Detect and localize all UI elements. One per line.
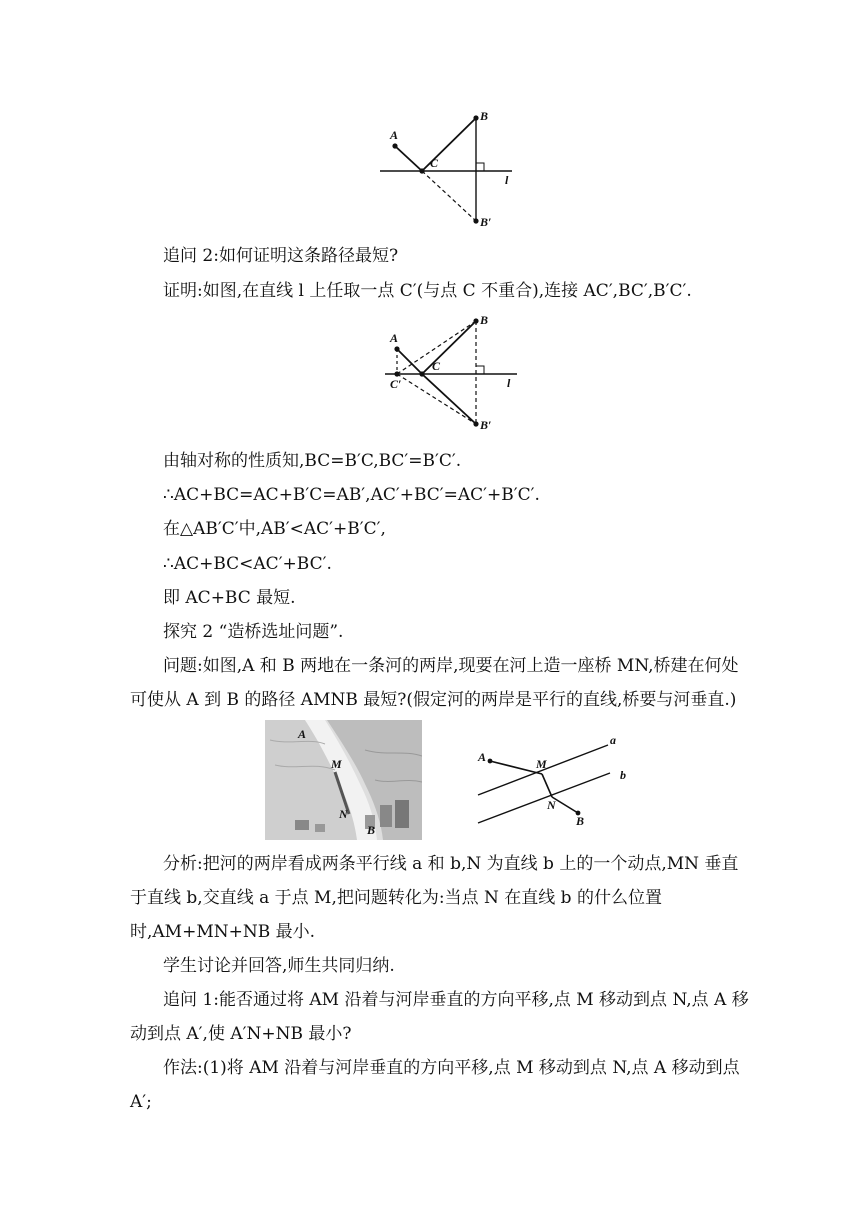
label-a: A: [390, 128, 399, 142]
segment-ac: [397, 349, 422, 374]
segment-nb: [552, 797, 578, 813]
river-bridge-photo: [265, 720, 422, 840]
point-bp: [473, 218, 478, 223]
label-cp: C′: [390, 377, 402, 391]
analysis-line-3: 时,AM+MN+NB 最小.: [130, 922, 316, 942]
photo-label-a: A: [298, 727, 307, 741]
problem-line-1: 问题:如图,A 和 B 两地在一条河的两岸,现要在河上造一座桥 MN,桥建在何处: [163, 656, 739, 676]
segment-ac: [395, 146, 422, 171]
problem-line-2: 可使从 A 到 B 的路径 AMNB 最短?(假定河的两岸是平行的直线,桥要与河垂直.): [130, 690, 737, 710]
label-line-b: b: [620, 768, 626, 782]
proof-line-5: 即 AC+BC 最短.: [163, 588, 296, 608]
label-m: M: [536, 757, 547, 771]
method-line-2: A′;: [130, 1092, 152, 1112]
point-a: [392, 143, 397, 148]
label-line-a: a: [610, 733, 616, 747]
point-b: [473, 318, 478, 323]
label-b: B: [480, 109, 489, 123]
figure-proof: [375, 308, 535, 433]
segment-cpbp: [397, 374, 476, 424]
explore-2-title: 探究 2 “造桥选址问题”.: [163, 622, 344, 642]
point-bp: [473, 421, 478, 426]
segment-cbp: [422, 171, 476, 221]
label-l: l: [505, 173, 509, 187]
point-a: [394, 346, 399, 351]
point-c: [419, 168, 424, 173]
proof-line-2: ∴AC+BC=AC+B′C=AB′,AC′+BC′=AC′+B′C′.: [163, 485, 540, 505]
proof-line-1: 由轴对称的性质知,BC=B′C,BC′=B′C′.: [163, 451, 462, 471]
label-a: A: [390, 331, 399, 345]
label-bp: B′: [480, 418, 492, 432]
photo-label-n: N: [339, 807, 348, 821]
label-bp: B′: [480, 215, 492, 229]
follow-up-question-1-line-1: 追问 1:能否通过将 AM 沿着与河岸垂直的方向平移,点 M 移动到点 N,点 A 移: [163, 990, 749, 1010]
point-a: [488, 759, 493, 764]
segment-mn: [542, 774, 552, 797]
segment-am: [490, 761, 542, 774]
segment-cb: [422, 321, 476, 374]
method-line-1: 作法:(1)将 AM 沿着与河岸垂直的方向平移,点 M 移动到点 N,点 A 移动到点: [163, 1058, 740, 1078]
proof-intro: 证明:如图,在直线 l 上任取一点 C′(与点 C 不重合),连接 AC′,BC′,B′C′.: [163, 281, 692, 301]
label-a: A: [478, 750, 487, 764]
figure-bridge-diagram: [470, 730, 640, 830]
label-c: C: [432, 359, 441, 373]
photo-label-m: M: [331, 757, 342, 771]
point-c: [419, 371, 424, 376]
right-angle-mark: [476, 163, 484, 171]
label-b: B: [480, 313, 489, 327]
label-n: N: [547, 798, 556, 812]
point-b: [473, 115, 478, 120]
label-l: l: [507, 376, 511, 390]
analysis-line-2: 于直线 b,交直线 a 于点 M,把问题转化为:当点 N 在直线 b 的什么位置: [130, 888, 662, 908]
point-cp: [394, 371, 399, 376]
label-c: C: [430, 156, 439, 170]
discussion-line: 学生讨论并回答,师生共同归纳.: [163, 956, 395, 976]
right-angle-mark: [476, 366, 484, 374]
analysis-line-1: 分析:把河的两岸看成两条平行线 a 和 b,N 为直线 b 上的一个动点,MN 垂直: [163, 854, 739, 874]
segment-cbp: [422, 374, 476, 424]
photo-label-b: B: [367, 823, 376, 837]
proof-line-3: 在△AB′C′中,AB′<AC′+B′C′,: [163, 519, 386, 539]
figure-reflection-path: [370, 105, 530, 230]
follow-up-question-2: 追问 2:如何证明这条路径最短?: [163, 246, 399, 266]
proof-line-4: ∴AC+BC<AC′+BC′.: [163, 554, 332, 574]
follow-up-question-1-line-2: 动到点 A′,使 A′N+NB 最小?: [130, 1024, 352, 1044]
label-b: B: [576, 814, 585, 828]
